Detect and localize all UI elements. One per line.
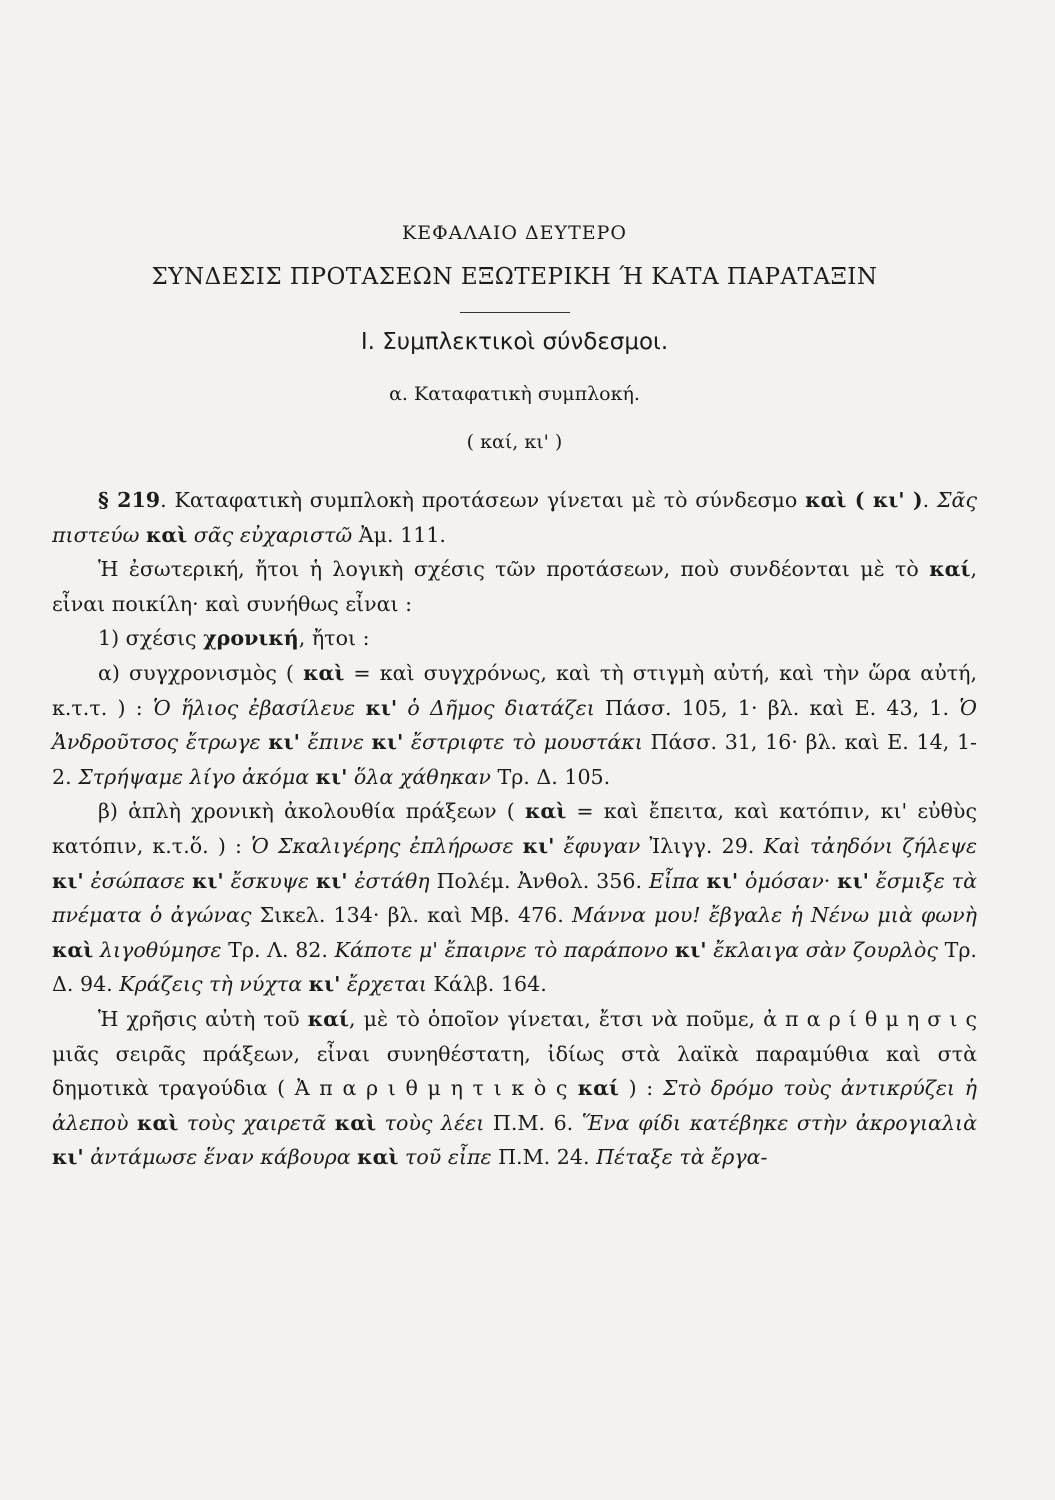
example-text: λιγοθύμησε xyxy=(93,937,229,962)
example-text: ἔφυγαν xyxy=(554,833,650,858)
example-text: σᾶς εὐχαριστῶ xyxy=(187,522,359,547)
text-run: ) : xyxy=(618,1076,663,1101)
bold-keyword: κι' xyxy=(192,868,224,893)
body-text xyxy=(52,483,977,1175)
text-run: Ἀμ. 111. xyxy=(358,522,446,547)
example-text: ἔστριφτε τὸ μουστάκι xyxy=(403,730,651,755)
example-text: ἔσκυψε xyxy=(223,868,316,893)
bold-keyword: καὶ xyxy=(52,937,94,962)
chapter-title: ΣΥΝΔΕΣΙΣ ΠΡΟΤΑΣΕΩΝ ΕΞΩΤΕΡΙΚΗ Ή ΚΑΤΑ ΠΑΡΑΤΑΞΙΝ xyxy=(151,264,878,290)
text-run: Πάσσ. 31, 16· βλ. καὶ Ε. 14, 1-2. xyxy=(52,730,977,789)
text-run: Π.Μ. 24. xyxy=(498,1145,597,1170)
bold-keyword: κι' xyxy=(268,730,300,755)
text-run: Ἀ π α ρ ι θ μ η τ ι κ ὸ ς xyxy=(294,1076,568,1101)
text-run: ἀ π α ρ ί θ μ η σ ι ς xyxy=(763,1006,977,1031)
example-text: τοὺς χαιρετᾶ xyxy=(178,1110,335,1135)
example-text: ἐσώπασε xyxy=(83,868,192,893)
bold-keyword: καὶ xyxy=(524,799,567,824)
bold-keyword: καὶ xyxy=(137,1110,179,1135)
bold-keyword: καὶ ( κι' ) xyxy=(805,488,923,512)
bold-keyword: κι' xyxy=(371,730,404,755)
example-text: Εἶπα xyxy=(648,868,707,893)
bold-keyword: καὶ xyxy=(303,660,345,685)
bold-keyword: καὶ xyxy=(357,1145,399,1170)
text-run: Ἰλιγγ. 29. xyxy=(649,833,764,858)
bold-keyword: καὶ xyxy=(334,1110,377,1135)
text-run: α) συγχρονισμὸς ( xyxy=(98,660,304,685)
text-run: , μὲ τὸ ὁποῖον γίνεται, ἔτσι νὰ ποῦμε, xyxy=(348,1006,764,1031)
bold-keyword: χρονική xyxy=(203,626,299,651)
bold-keyword: καί xyxy=(307,1006,349,1031)
example-text: ὁ Δῆμος διατάζει xyxy=(397,695,606,720)
text-run: Π.Μ. 6. xyxy=(492,1110,582,1135)
bold-keyword: κι' xyxy=(837,868,869,893)
bold-keyword: κι' xyxy=(522,833,555,858)
example-text: ὅλα χάθηκαν xyxy=(347,764,498,789)
example-text: ἔσμιξε τὰ πνέματα ὁ ἀγώνας xyxy=(52,868,977,928)
example-text: Σᾶς πιστεύω xyxy=(52,488,977,547)
text-run: . xyxy=(922,488,937,512)
particles-note: ( καί, κι' ) xyxy=(466,431,563,453)
example-text: ἀντάμωσε ἕναν κάβουρα xyxy=(83,1145,358,1170)
paragraph-219 xyxy=(52,483,977,552)
bold-keyword: κι' xyxy=(706,868,739,893)
bold-keyword: κι' xyxy=(365,695,398,720)
paragraph-item-b xyxy=(52,794,977,1002)
example-text: ἔπινε xyxy=(299,730,372,755)
title-divider xyxy=(460,312,570,313)
bold-keyword: καί xyxy=(929,557,971,582)
example-text: ἔκλαιγα σὰν ζουρλὸς xyxy=(706,937,945,962)
paragraph-item-1 xyxy=(52,621,977,656)
text-run: Πάσσ. 105, 1· βλ. καὶ Ε. 43, 1. xyxy=(605,695,960,720)
example-text: Μάννα μου! ἔβγαλε ἡ Νένω μιὰ φωνὴ xyxy=(572,903,978,928)
text-run: , ἤτοι : xyxy=(298,626,370,651)
subsection-heading: α. Καταφατικὴ συμπλοκή. xyxy=(389,383,640,405)
example-text: τοῦ εἶπε xyxy=(398,1145,499,1170)
bold-keyword: κι' xyxy=(315,764,348,789)
example-text: ἔρχεται xyxy=(340,972,434,997)
example-text: ἐστάθη xyxy=(347,868,437,893)
text-run: Τρ. Δ. 105. xyxy=(497,764,611,789)
example-text: Καὶ τἀηδόνι ζήλεψε xyxy=(763,833,977,858)
text-run: Τρ. Δ. 94. xyxy=(52,937,977,997)
text-run: Κάλβ. 164. xyxy=(433,972,547,997)
chapter-label: ΚΕΦΑΛΑΙΟ ΔΕΥΤΕΡΟ xyxy=(402,222,627,244)
example-text: τοὺς λέει xyxy=(376,1110,493,1135)
section-heading: Ι. Συμπλεκτικοὶ σύνδεσμοι. xyxy=(360,329,669,355)
text-run: Πολέμ. Ἀνθολ. 356. xyxy=(436,868,649,893)
bold-keyword: κι' xyxy=(315,868,348,893)
example-text: Ὁ ἥλιος ἐβασίλευε xyxy=(152,695,366,720)
text-run: Τρ. Λ. 82. xyxy=(228,937,335,962)
bold-keyword: καί xyxy=(567,1076,619,1101)
text-run: , εἶναι ποικίλη· καὶ συνήθως εἶναι : xyxy=(52,557,977,616)
example-text: Ὁ Σκαλιγέρης ἐπλήρωσε xyxy=(251,833,523,858)
example-text: Πέταξε τὰ ἔργα- xyxy=(596,1145,768,1170)
chapter-header xyxy=(52,0,977,453)
text-run: Ἡ ἐσωτερική, ἤτοι ἡ λογικὴ σχέσις τῶν προτάσεων, ποὺ συνδέονται μὲ τὸ xyxy=(98,557,930,582)
text-run: = καὶ συγχρόνως, καὶ τὴ στιγμὴ αὐτή, καὶ τὴν ὥρα αὐτή, κ.τ.τ. ) : xyxy=(52,660,977,720)
example-text: Ἕνα φίδι κατέβηκε στὴν ἀκρογιαλιὰ xyxy=(581,1110,978,1135)
bold-keyword: § 219 xyxy=(98,488,161,512)
text-run: Ἡ χρῆσις αὐτὴ τοῦ xyxy=(98,1006,308,1031)
paragraph-item-a xyxy=(52,656,977,794)
bold-keyword: κι' xyxy=(308,972,341,997)
text-run: μιᾶς σειρᾶς πράξεων, εἶναι συνηθέστατη, ἰδίως στὰ λαϊκὰ παραμύθια καὶ στὰ δημοτικὰ τραγούδια ( xyxy=(52,1041,977,1101)
paragraph-inner-relation xyxy=(52,552,977,621)
bold-keyword: καὶ xyxy=(145,522,188,547)
example-text: Ὁ Ἀνδροῦτσος ἔτρωγε xyxy=(52,695,977,755)
example-text: Στὸ δρόμο τοὺς ἀντικρύζει ἡ ἀλεποὺ xyxy=(52,1076,977,1135)
example-text: ὁμόσαν· xyxy=(738,868,838,893)
bold-keyword: κι' xyxy=(52,868,84,893)
bold-keyword: κι' xyxy=(52,1145,84,1170)
text-run: Σικελ. 134· βλ. καὶ Μβ. 476. xyxy=(259,903,573,928)
text-run: β) ἁπλὴ χρονικὴ ἀκολουθία πράξεων ( xyxy=(98,799,525,824)
text-run: . Καταφατικὴ συμπλοκὴ προτάσεων γίνεται μὲ τὸ σύνδεσμο xyxy=(160,488,806,512)
text-run: = καὶ ἔπειτα, καὶ κατόπιν, κι' εὐθὺς κατόπιν, κ.τ.ὅ. ) : xyxy=(52,799,977,858)
text-run: 1) σχέσις xyxy=(98,626,204,651)
bold-keyword: κι' xyxy=(674,937,707,962)
paragraph-usage xyxy=(52,1002,977,1175)
example-text: Κάποτε μ' ἔπαιρνε τὸ παράπονο xyxy=(334,937,675,962)
example-text: Στρήψαμε λίγο ἀκόμα xyxy=(78,764,316,789)
example-text: Κράζεις τὴ νύχτα xyxy=(119,972,309,997)
